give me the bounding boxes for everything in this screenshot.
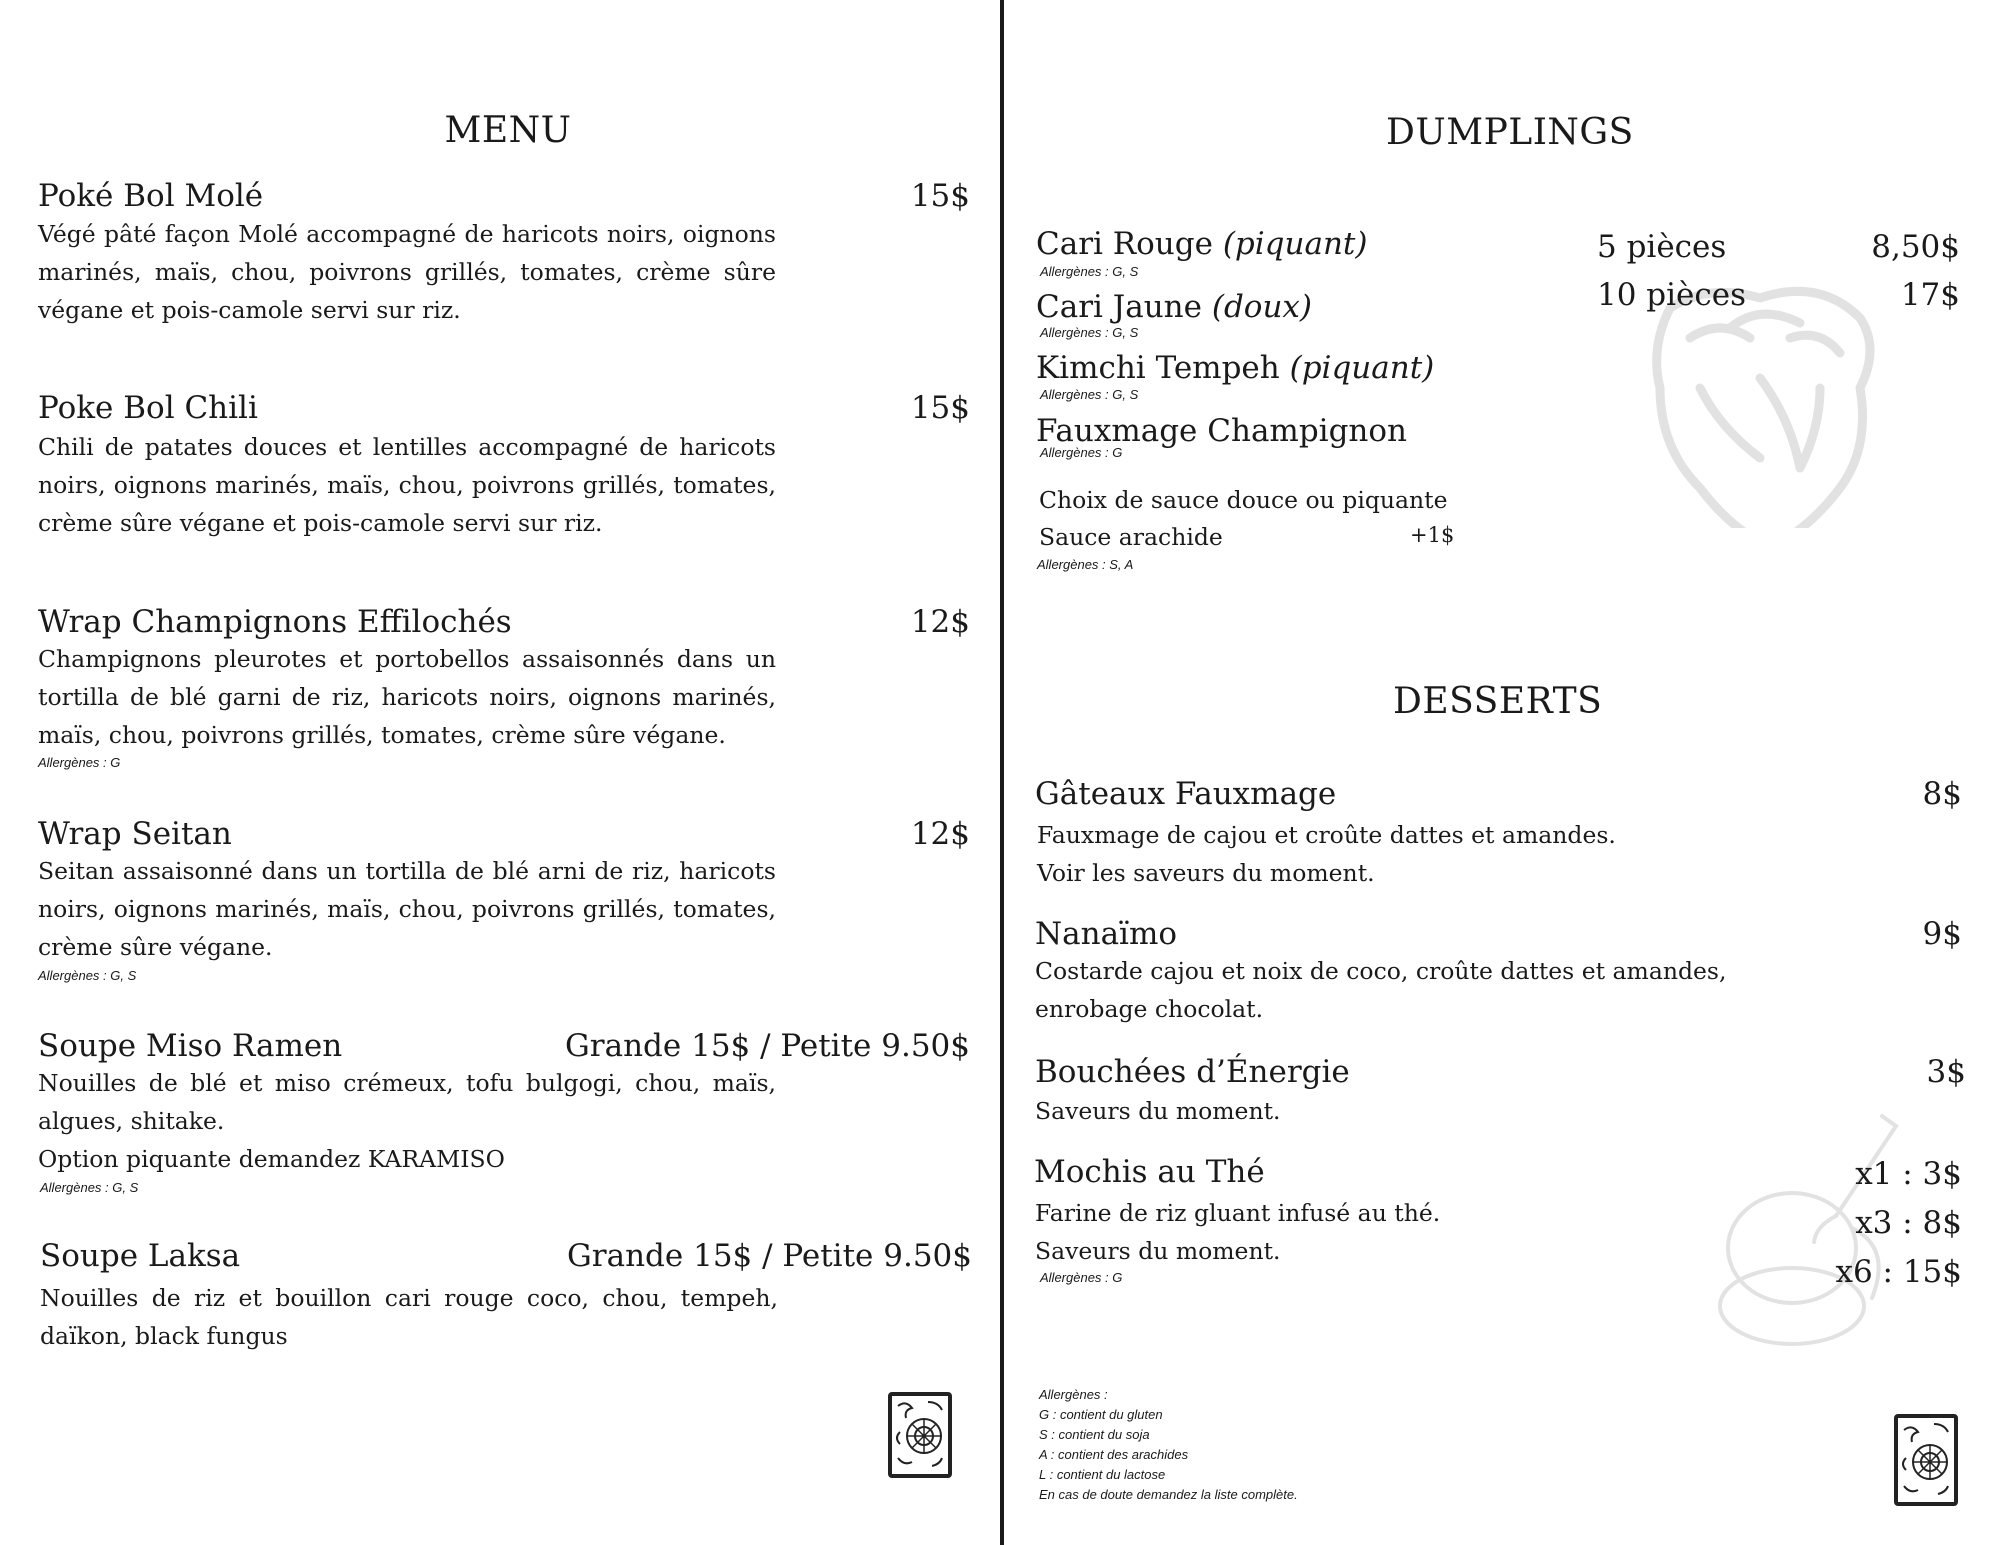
menu-title: MENU (444, 110, 572, 151)
dessert-desc: Farine de riz gluant infusé au thé. Saveurs du moment. (1035, 1199, 1441, 1265)
dumpling-name: Cari Rouge (piquant) (1036, 226, 1368, 262)
dumpling-size-price: 8,50$ (1871, 229, 1960, 265)
menu-item-desc: Seitan assaisonné dans un tortilla de blé arni de riz, haricots noirs, oignons marinés, maïs, chou, poivrons grillés, tomates, crème sûre végane. (38, 857, 776, 961)
menu-item-name: Poke Bol Chili (38, 390, 258, 426)
dumpling-size-price: 17$ (1900, 277, 1960, 313)
dessert-desc: Saveurs du moment. (1035, 1097, 1281, 1125)
menu-item-desc: Champignons pleurotes et portobellos assaisonnés dans un tortilla de blé garni de riz, haricots noirs, oignons marinés, maïs, chou, poivrons grillés, tomates, crème sûre végane. (38, 645, 776, 749)
dumplings-title: DUMPLINGS (1386, 112, 1634, 153)
dessert-name: Bouchées d’Énergie (1035, 1054, 1350, 1090)
dumpling-size: 5 pièces (1597, 229, 1727, 265)
dessert-price: x3 : 8$ (1855, 1205, 1962, 1241)
ornament-seal-icon (888, 1392, 952, 1478)
allergen-legend: Allergènes : G : contient du gluten S : contient du soja A : contient des arachides L : contient du lactose En cas de doute demandez la liste complète. (1039, 1387, 1298, 1502)
ornament-seal-icon (1894, 1414, 1958, 1506)
menu-item-name: Soupe Laksa (40, 1238, 241, 1274)
dessert-name: Gâteaux Fauxmage (1035, 776, 1337, 812)
dessert-name: Nanaïmo (1035, 916, 1178, 952)
allergen-note: Allergènes : G (38, 755, 121, 770)
menu-item-desc: Nouilles de blé et miso crémeux, tofu bulgogi, chou, maïs, algues, shitake. (38, 1069, 776, 1135)
dumpling-name: Kimchi Tempeh (piquant) (1036, 350, 1435, 386)
dumpling-name: Cari Jaune (doux) (1036, 289, 1312, 325)
dessert-price: x1 : 3$ (1855, 1156, 1962, 1192)
menu-item-desc: Végé pâté façon Molé accompagné de haricots noirs, oignons marinés, maïs, chou, poivrons grillés, tomates, crème sûre végane et pois-camole servi sur riz. (38, 220, 776, 324)
menu-item-name: Wrap Champignons Effilochés (38, 604, 512, 640)
dumpling-size: 10 pièces (1597, 277, 1747, 313)
menu-item-price: 15$ (910, 390, 970, 426)
allergen-note: Allergènes : G, S (1040, 325, 1139, 340)
menu-item-price: Grande 15$ / Petite 9.50$ (567, 1238, 972, 1274)
allergen-note: Allergènes : G, S (1040, 387, 1139, 402)
allergen-note: Allergènes : G, S (38, 968, 137, 983)
sauce-peanut-price: +1$ (1410, 523, 1455, 547)
menu-item-note: Option piquante demandez KARAMISO (38, 1145, 505, 1173)
dessert-price: 3$ (1926, 1054, 1966, 1090)
menu-item-desc: Chili de patates douces et lentilles accompagné de haricots noirs, oignons marinés, maïs, chou, poivrons grillés, tomates, crème sûre végane et pois-camole servi sur riz. (38, 433, 776, 537)
desserts-title: DESSERTS (1393, 681, 1603, 722)
sauce-choice: Choix de sauce douce ou piquante (1039, 486, 1448, 514)
menu-item-price: Grande 15$ / Petite 9.50$ (565, 1028, 970, 1064)
menu-item-name: Soupe Miso Ramen (38, 1028, 343, 1064)
page-divider (1000, 0, 1004, 1545)
dessert-desc: Costarde cajou et noix de coco, croûte dattes et amandes, enrobage chocolat. (1035, 957, 1727, 1023)
dessert-desc: Fauxmage de cajou et croûte dattes et amandes. Voir les saveurs du moment. (1037, 821, 1616, 887)
allergen-note: Allergènes : G (1040, 1270, 1123, 1285)
allergen-note: Allergènes : S, A (1037, 557, 1134, 572)
allergen-note: Allergènes : G, S (1040, 264, 1139, 279)
menu-item-desc: Nouilles de riz et bouillon cari rouge coco, chou, tempeh, daïkon, black fungus (40, 1284, 778, 1350)
dessert-price: x6 : 15$ (1835, 1254, 1962, 1290)
allergen-note: Allergènes : G (1040, 445, 1123, 460)
allergen-note: Allergènes : G, S (40, 1180, 139, 1195)
menu-item-price: 12$ (910, 604, 970, 640)
menu-item-name: Poké Bol Molé (38, 178, 264, 214)
menu-item-name: Wrap Seitan (38, 816, 232, 852)
dessert-price: 8$ (1922, 776, 1962, 812)
menu-item-price: 12$ (910, 816, 970, 852)
dessert-price: 9$ (1922, 916, 1962, 952)
dessert-name: Mochis au Thé (1034, 1154, 1265, 1190)
menu-item-price: 15$ (910, 178, 970, 214)
dumpling-name: Fauxmage Champignon (1036, 413, 1408, 449)
sauce-peanut: Sauce arachide (1039, 523, 1223, 551)
